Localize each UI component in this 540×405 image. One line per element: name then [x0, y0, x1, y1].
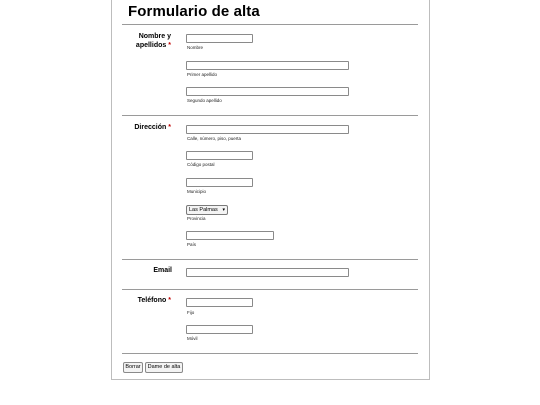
signup-form — [111, 0, 430, 380]
required-marker: * — [168, 297, 171, 304]
first-surname-hint: Primer apellido — [187, 72, 218, 77]
landline-hint: Fijo — [187, 310, 195, 315]
municipality-hint: Municipio — [187, 189, 207, 194]
phone-label: Teléfono * — [137, 297, 171, 304]
address-label: Dirección * — [134, 124, 171, 131]
province-select[interactable]: Las Palmas ▾ — [186, 205, 228, 215]
street-input[interactable] — [186, 125, 349, 134]
first-name-hint: Nombre — [187, 45, 204, 50]
municipality-input[interactable] — [186, 178, 253, 187]
divider — [122, 115, 418, 116]
chevron-down-icon: ▾ — [222, 207, 225, 213]
divider — [122, 353, 418, 354]
second-surname-hint: Segundo apellido — [187, 98, 222, 103]
required-marker: * — [168, 42, 171, 49]
form-title: Formulario de alta — [128, 3, 260, 20]
email-input[interactable] — [186, 268, 349, 277]
submit-button[interactable]: Dame de alta — [145, 362, 183, 373]
first-name-input[interactable] — [186, 34, 253, 43]
province-hint: Provincia — [187, 216, 206, 221]
required-marker: * — [168, 124, 171, 131]
reset-button[interactable]: Borrar — [123, 362, 143, 373]
country-input[interactable] — [186, 231, 274, 240]
divider — [122, 24, 418, 25]
street-hint: Calle, número, piso, puerta — [187, 136, 242, 141]
country-hint: País — [187, 242, 197, 247]
divider — [122, 259, 418, 260]
email-label: Email — [153, 267, 172, 274]
mobile-hint: Móvil — [187, 336, 198, 341]
postal-code-hint: Código postal — [187, 162, 215, 167]
first-surname-input[interactable] — [186, 61, 349, 70]
landline-input[interactable] — [186, 298, 253, 307]
name-label: Nombre y apellidos * — [135, 33, 171, 49]
postal-code-input[interactable] — [186, 151, 253, 160]
second-surname-input[interactable] — [186, 87, 349, 96]
divider — [122, 289, 418, 290]
mobile-input[interactable] — [186, 325, 253, 334]
